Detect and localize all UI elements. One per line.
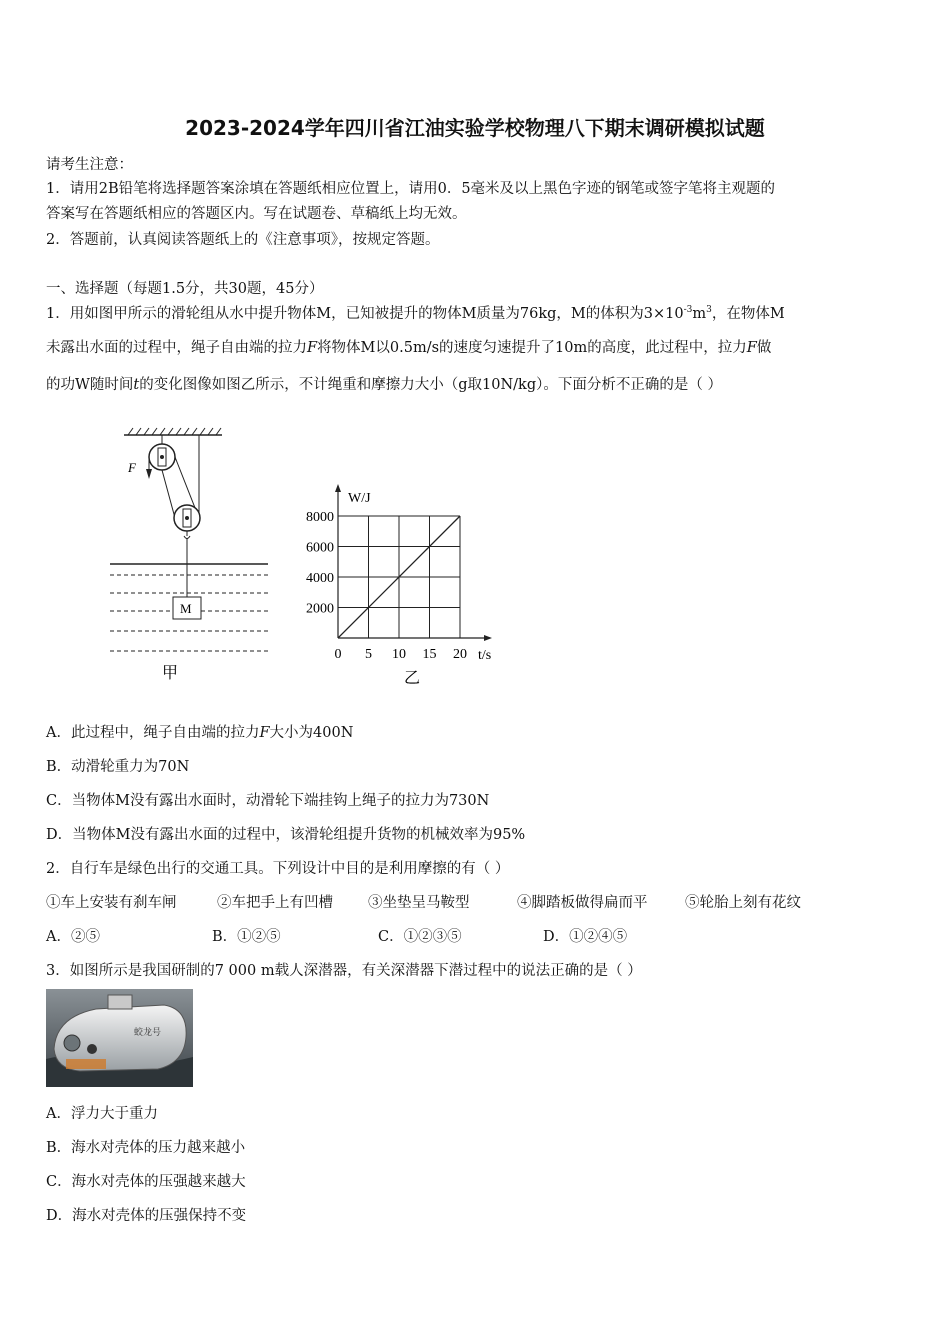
notice-line-1a: 1．请用2B铅笔将选择题答案涂填在答题纸相应位置上，请用0．5毫米及以上黑色字迹的钢笔或签字笔将主观题的 — [46, 181, 776, 197]
q1-exponent-2: 3 — [706, 305, 712, 315]
x-tick-label: 10 — [392, 647, 406, 662]
notice-line-2: 2．答题前，认真阅读答题纸上的《注意事项》，按规定答题。 — [46, 232, 440, 248]
q1-option-a-tail: 大小为400N — [269, 725, 354, 741]
force-arrow — [146, 469, 152, 479]
section-heading: 一、选择题（每题1.5分，共30题，45分） — [46, 281, 324, 297]
y-axis-label: W/J — [348, 491, 371, 506]
q1-line-2-text-c: 做 — [756, 340, 772, 356]
q3-stem: 3．如图所示是我国研制的7 000 m载人深潜器，有关深潜器下潜过程中的说法正确的是（ ） — [46, 963, 642, 979]
q2-option-d: D．①②④⑤ — [543, 929, 628, 945]
q1-option-c: C．当物体M没有露出水面时，动滑轮下端挂钩上绳子的拉力为730N — [46, 793, 490, 809]
q1-line-3 — [46, 367, 722, 403]
object-label: M — [180, 601, 192, 616]
q2-option-a: A．②⑤ — [46, 929, 100, 945]
q1-line-3-text-a: 的功W随时间 — [46, 377, 134, 393]
q2-option-c: C．①②③⑤ — [378, 929, 462, 945]
q2-item-5: ⑤轮胎上刻有花纹 — [685, 895, 801, 911]
q1-line-1-text-a: 1．用如图甲所示的滑轮组从水中提升物体M，已知被提升的物体M质量为76kg，M的体积为3×10 — [46, 305, 684, 322]
q1-option-d: D．当物体M没有露出水面的过程中，该滑轮组提升货物的机械效率为95% — [46, 827, 526, 843]
x-tick-label: 15 — [422, 647, 437, 662]
y-axis-arrow — [335, 484, 341, 492]
figure-jia-caption: 甲 — [162, 665, 179, 682]
x-tick-label: 20 — [453, 647, 467, 662]
ceiling-hatch — [128, 428, 221, 435]
x-axis-label: t/s — [478, 648, 492, 663]
pulley-diagram — [100, 425, 280, 685]
figure-yi-caption: 乙 — [403, 670, 421, 687]
q3-option-c: C．海水对壳体的压强越来越大 — [46, 1174, 246, 1190]
q1-unit-m: m — [692, 305, 707, 322]
q2-item-1: ①车上安装有刹车闸 — [46, 895, 177, 911]
y-tick-label: 2000 — [306, 601, 334, 617]
notice-line-1b: 答案写在答题纸相应的答题区内。写在试题卷、草稿纸上均无效。 — [46, 206, 467, 222]
q3-option-b: B．海水对壳体的压力越来越小 — [46, 1140, 246, 1156]
q1-line-1 — [46, 292, 785, 332]
page-title: 2023-2024学年四川省江油实验学校物理八下期末调研模拟试题 — [185, 116, 765, 140]
submersible-name: 蛟龙号 — [134, 1027, 162, 1037]
x-tick-label: 0 — [334, 647, 342, 662]
work-time-chart — [290, 478, 510, 688]
q1-exponent-1: -3 — [683, 305, 693, 315]
q1-line-2 — [46, 330, 771, 366]
q1-line-2-text-b: 将物体M以0.5m/s的速度匀速提升了10m的高度，此过程中，拉力 — [317, 340, 747, 356]
x-axis-arrow — [484, 635, 492, 641]
q1-option-a — [46, 721, 353, 742]
q2-item-4: ④脚踏板做得扁而平 — [517, 895, 648, 911]
q2-item-2: ②车把手上有凹槽 — [217, 895, 333, 911]
x-tick-label: 5 — [365, 647, 372, 662]
q2-stem: 2．自行车是绿色出行的交通工具。下列设计中目的是利用摩擦的有（ ） — [46, 861, 510, 877]
q1-option-a-text: A．此过程中，绳子自由端的拉力 — [46, 725, 260, 741]
q1-var-f: F — [307, 340, 318, 356]
y-tick-label: 4000 — [306, 571, 334, 586]
q2-item-3: ③坐垫呈马鞍型 — [368, 895, 470, 911]
q1-var-f-2: F — [746, 340, 757, 356]
q1-var-t: t — [133, 377, 140, 393]
q1-line-1-text-c: ，在物体M — [711, 305, 785, 322]
submersible-photo — [46, 989, 193, 1087]
q1-option-a-var: F — [259, 725, 270, 741]
notice-heading: 请考生注意： — [46, 157, 133, 173]
y-tick-label: 6000 — [306, 540, 334, 556]
q3-option-d: D．海水对壳体的压强保持不变 — [46, 1208, 247, 1224]
q1-line-2-text-a: 未露出水面的过程中，绳子自由端的拉力 — [46, 340, 307, 356]
q2-option-b: B．①②⑤ — [212, 929, 281, 945]
y-tick-label: 8000 — [306, 510, 334, 525]
q3-option-a: A．浮力大于重力 — [46, 1106, 158, 1122]
q1-line-3-text-b: 的变化图像如图乙所示，不计绳重和摩擦力大小（g取10N/kg）。下面分析不正确的是（ ） — [139, 377, 722, 393]
q1-option-b: B．动滑轮重力为70N — [46, 759, 190, 775]
force-label: F — [128, 460, 136, 475]
